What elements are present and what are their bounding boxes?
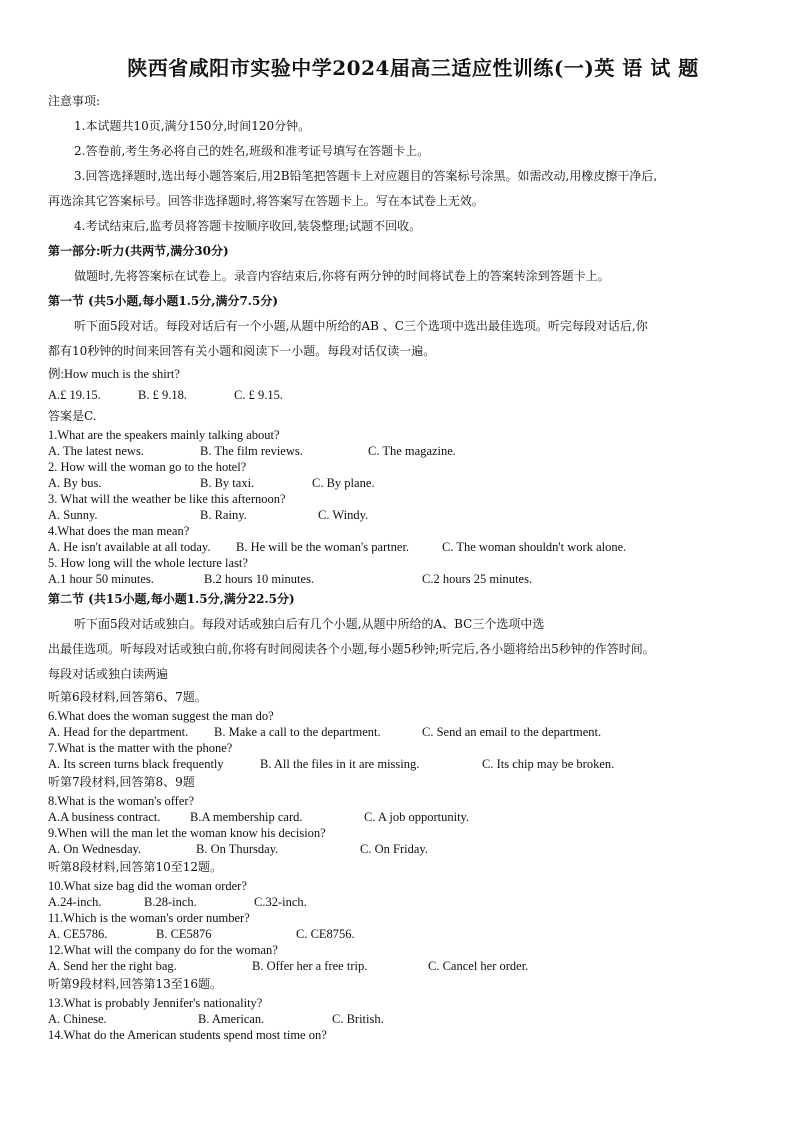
group-label-6: 听第6段材料,回答第6、7题。 bbox=[48, 690, 207, 704]
part1-heading: 第一部分:听力(共两节,满分30分) bbox=[48, 244, 229, 258]
question-9-options bbox=[48, 841, 778, 857]
option-a: A. By bus. bbox=[48, 476, 102, 490]
option-b: B. American. bbox=[198, 1012, 265, 1026]
note-1: 1.本试题共10页,满分150分,时间120分钟。 bbox=[74, 119, 311, 133]
option-b: B. All the files in it are missing. bbox=[260, 757, 420, 771]
question-1: 1.What are the speakers mainly talking about? bbox=[48, 428, 280, 442]
option-a: A. On Wednesday. bbox=[48, 842, 142, 856]
option-c: C. Windy. bbox=[318, 508, 369, 522]
section2-heading: 第二节 (共15小题,每小题1.5分,满分22.5分) bbox=[48, 592, 295, 606]
option-a: A.1 hour 50 minutes. bbox=[48, 572, 154, 586]
option-a: A.A business contract. bbox=[48, 810, 161, 824]
option-c: C. Cancel her order. bbox=[428, 959, 529, 973]
question-2: 2. How will the woman go to the hotel? bbox=[48, 460, 247, 474]
question-14: 14.What do the American students spend most time on? bbox=[48, 1028, 327, 1042]
question-6: 6.What does the woman suggest the man do? bbox=[48, 709, 274, 723]
option-c: C. On Friday. bbox=[360, 842, 428, 856]
section1-intro-line2: 都有10秒钟的时间来回答有关小题和阅读下一小题。每段对话仅读一遍。 bbox=[48, 344, 436, 358]
option-b: B. On Thursday. bbox=[196, 842, 279, 856]
example-question: 例:How much is the shirt? bbox=[48, 367, 180, 381]
note-3: 3.回答选择题时,选出每小题答案后,用2B铅笔把答题卡上对应题目的答案标号涂黑。如需改动,用橡皮擦干净后, bbox=[74, 169, 658, 183]
question-4-options bbox=[48, 539, 778, 555]
option-b: B.A membership card. bbox=[190, 810, 303, 824]
option-c: C. British. bbox=[332, 1012, 384, 1026]
option-c: C. Its chip may be broken. bbox=[482, 757, 615, 771]
option-c: C.32-inch. bbox=[254, 895, 307, 909]
question-5-options bbox=[48, 571, 778, 587]
section2-intro-line3: 每段对话或独白读两遍 bbox=[48, 667, 169, 681]
notes-header: 注意事项: bbox=[48, 94, 101, 108]
question-12: 12.What will the company do for the woman? bbox=[48, 943, 278, 957]
question-13-options bbox=[48, 1011, 778, 1027]
option-a: A. He isn't available at all today. bbox=[48, 540, 211, 554]
note-3-continued: 再选涂其它答案标号。回答非选择题时,将答案写在答题卡上。写在本试卷上无效。 bbox=[48, 194, 484, 208]
question-1-options bbox=[48, 443, 778, 459]
option-b: B. CE5876 bbox=[156, 927, 212, 941]
example-options bbox=[48, 385, 778, 406]
option-b: B.28-inch. bbox=[144, 895, 197, 909]
option-a: A. The latest news. bbox=[48, 444, 144, 458]
question-11-options bbox=[48, 926, 778, 942]
option-a: A. Chinese. bbox=[48, 1012, 107, 1026]
option-b: B. £ 9.18. bbox=[138, 388, 187, 402]
option-c: C. CE8756. bbox=[296, 927, 355, 941]
option-a: A. CE5786. bbox=[48, 927, 108, 941]
option-c: C. £ 9.15. bbox=[234, 388, 283, 402]
question-11: 11.Which is the woman's order number? bbox=[48, 911, 250, 925]
question-7: 7.What is the matter with the phone? bbox=[48, 741, 233, 755]
page-title: 陕西省咸阳市实验中学2024届高三适应性训练(一)英 语 试 题 bbox=[127, 56, 699, 80]
part1-intro: 做题时,先将答案标在试卷上。录音内容结束后,你将有两分钟的时间将试卷上的答案转涂到答题卡上。 bbox=[74, 269, 610, 283]
question-6-options bbox=[48, 724, 778, 740]
option-a: A.24-inch. bbox=[48, 895, 102, 909]
question-8-options bbox=[48, 809, 778, 825]
example-answer: 答案是C. bbox=[48, 409, 97, 423]
option-c: C. Send an email to the department. bbox=[422, 725, 602, 739]
note-2: 2.答卷前,考生务必将自己的姓名,班级和准考证号填写在答题卡上。 bbox=[74, 144, 430, 158]
option-a: A.£ 19.15. bbox=[48, 388, 101, 402]
question-10-options bbox=[48, 894, 778, 910]
question-5: 5. How long will the whole lecture last? bbox=[48, 556, 248, 570]
option-b: B. Offer her a free trip. bbox=[252, 959, 368, 973]
section2-intro-line2: 出最佳选项。听每段对话或独白前,你将有时间阅读各个小题,每小题5秒钟;听完后,各小题将给出5秒钟的作答时间。 bbox=[48, 642, 655, 656]
question-13: 13.What is probably Jennifer's nationality? bbox=[48, 996, 263, 1010]
note-4: 4.考试结束后,监考员将答题卡按顺序收回,装袋整理;试题不回收。 bbox=[74, 219, 422, 233]
question-9: 9.When will the man let the woman know his decision? bbox=[48, 826, 326, 840]
question-2-options bbox=[48, 475, 778, 491]
group-label-7: 听第7段材料,回答第8、9题 bbox=[48, 775, 195, 789]
section1-heading: 第一节 (共5小题,每小题1.5分,满分7.5分) bbox=[48, 294, 278, 308]
option-c: C.2 hours 25 minutes. bbox=[422, 572, 533, 586]
group-label-9: 听第9段材料,回答第13至16题。 bbox=[48, 977, 222, 991]
group-label-8: 听第8段材料,回答第10至12题。 bbox=[48, 860, 222, 874]
option-a: A. Head for the department. bbox=[48, 725, 189, 739]
question-3-options bbox=[48, 507, 778, 523]
option-b: B. Rainy. bbox=[200, 508, 247, 522]
option-b: B. By taxi. bbox=[200, 476, 255, 490]
question-10: 10.What size bag did the woman order? bbox=[48, 879, 247, 893]
question-3: 3. What will the weather be like this afternoon? bbox=[48, 492, 286, 506]
question-4: 4.What does the man mean? bbox=[48, 524, 190, 538]
option-c: C. By plane. bbox=[312, 476, 375, 490]
option-a: A. Send her the right bag. bbox=[48, 959, 177, 973]
option-b: B. The film reviews. bbox=[200, 444, 303, 458]
option-b: B. Make a call to the department. bbox=[214, 725, 381, 739]
option-c: C. The magazine. bbox=[368, 444, 456, 458]
section2-intro-line1: 听下面5段对话或独白。每段对话或独白后有几个小题,从题中所给的A、BC三个选项中选 bbox=[74, 617, 545, 631]
exam-page bbox=[48, 52, 778, 1043]
question-7-options bbox=[48, 756, 778, 772]
option-a: A. Its screen turns black frequently bbox=[48, 757, 224, 771]
question-8: 8.What is the woman's offer? bbox=[48, 794, 195, 808]
option-c: C. The woman shouldn't work alone. bbox=[442, 540, 627, 554]
question-12-options bbox=[48, 958, 778, 974]
option-a: A. Sunny. bbox=[48, 508, 98, 522]
option-b: B.2 hours 10 minutes. bbox=[204, 572, 315, 586]
option-b: B. He will be the woman's partner. bbox=[236, 540, 410, 554]
option-c: C. A job opportunity. bbox=[364, 810, 470, 824]
section1-intro-line1: 听下面5段对话。每段对话后有一个小题,从题中所给的AB 、C三个选项中选出最佳选项。听完每段对话后,你 bbox=[74, 319, 648, 333]
